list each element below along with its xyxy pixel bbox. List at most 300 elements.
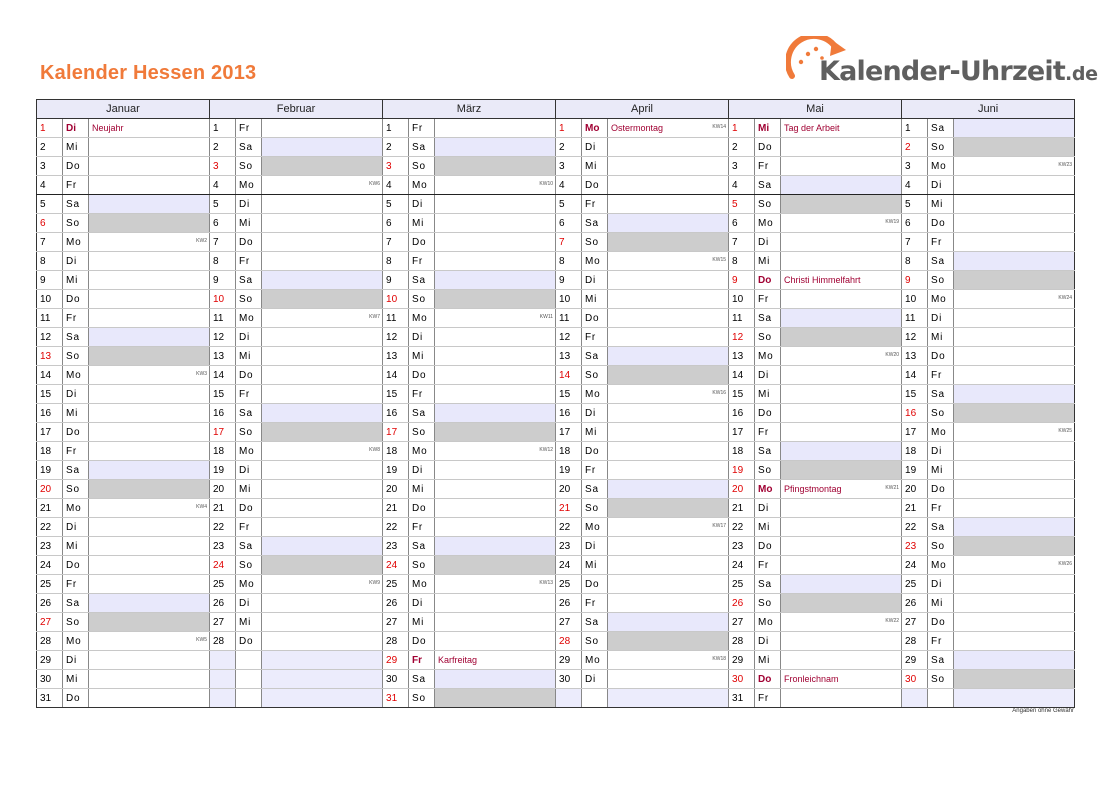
day-note-cell bbox=[608, 575, 729, 594]
day-note-cell bbox=[89, 195, 210, 214]
day-note-cell bbox=[608, 632, 729, 651]
day-number: 27 bbox=[729, 613, 755, 632]
weekday: Sa bbox=[582, 214, 608, 233]
day-number: 28 bbox=[37, 632, 63, 651]
weekday: Do bbox=[755, 271, 781, 290]
day-note-cell bbox=[262, 195, 383, 214]
weekday: Sa bbox=[409, 670, 435, 689]
empty-day-cell bbox=[262, 689, 383, 708]
day-note-cell bbox=[262, 480, 383, 499]
day-note-cell bbox=[262, 347, 383, 366]
day-number: 11 bbox=[37, 309, 63, 328]
day-note-cell bbox=[954, 461, 1075, 480]
weekday: Fr bbox=[582, 328, 608, 347]
empty-day-cell bbox=[608, 689, 729, 708]
day-number: 20 bbox=[37, 480, 63, 499]
day-note-cell bbox=[435, 385, 556, 404]
day-number: 2 bbox=[210, 138, 236, 157]
weekday: Di bbox=[236, 195, 262, 214]
day-number: 21 bbox=[37, 499, 63, 518]
day-number: 1 bbox=[383, 119, 409, 138]
weekday: Mi bbox=[928, 328, 954, 347]
weekday: Di bbox=[409, 594, 435, 613]
weekday: Mo bbox=[755, 347, 781, 366]
day-number: 10 bbox=[37, 290, 63, 309]
day-note-cell bbox=[781, 271, 902, 290]
weekday: Sa bbox=[928, 518, 954, 537]
day-number: 3 bbox=[556, 157, 582, 176]
day-note-cell bbox=[781, 480, 902, 499]
day-note-cell bbox=[608, 290, 729, 309]
day-row bbox=[37, 480, 1075, 499]
day-number: 3 bbox=[37, 157, 63, 176]
weekday: Do bbox=[63, 556, 89, 575]
day-note-cell bbox=[435, 594, 556, 613]
day-number: 27 bbox=[37, 613, 63, 632]
day-note-cell bbox=[608, 480, 729, 499]
weekday: Mo bbox=[409, 575, 435, 594]
day-number: 2 bbox=[556, 138, 582, 157]
day-row bbox=[37, 461, 1075, 480]
weekday: Mo bbox=[755, 613, 781, 632]
day-number: 4 bbox=[210, 176, 236, 195]
day-number: 21 bbox=[383, 499, 409, 518]
weekday: Mi bbox=[63, 138, 89, 157]
day-note-cell bbox=[89, 252, 210, 271]
day-note-cell bbox=[954, 423, 1075, 442]
day-note-cell bbox=[954, 347, 1075, 366]
day-number: 14 bbox=[210, 366, 236, 385]
weekday: Fr bbox=[63, 176, 89, 195]
day-number: 21 bbox=[729, 499, 755, 518]
day-number: 22 bbox=[729, 518, 755, 537]
day-note-cell bbox=[262, 252, 383, 271]
holiday-name: Tag der Arbeit bbox=[784, 123, 840, 133]
day-note-cell bbox=[954, 385, 1075, 404]
day-number: 1 bbox=[902, 119, 928, 138]
day-note-cell bbox=[435, 157, 556, 176]
day-note-cell bbox=[262, 442, 383, 461]
day-note-cell bbox=[435, 252, 556, 271]
day-row bbox=[37, 309, 1075, 328]
day-number: 19 bbox=[729, 461, 755, 480]
day-row bbox=[37, 195, 1075, 214]
day-number: 16 bbox=[210, 404, 236, 423]
day-number: 18 bbox=[556, 442, 582, 461]
day-number: 18 bbox=[383, 442, 409, 461]
day-number: 2 bbox=[383, 138, 409, 157]
weekday: So bbox=[755, 328, 781, 347]
weekday: Mi bbox=[582, 423, 608, 442]
day-note-cell bbox=[608, 461, 729, 480]
footer-disclaimer: Angaben ohne Gewähr bbox=[1012, 708, 1074, 714]
day-number: 7 bbox=[383, 233, 409, 252]
weekday: Sa bbox=[928, 385, 954, 404]
day-note-cell bbox=[608, 423, 729, 442]
day-number: 10 bbox=[729, 290, 755, 309]
day-note-cell bbox=[781, 404, 902, 423]
day-number: 8 bbox=[383, 252, 409, 271]
day-note-cell bbox=[89, 385, 210, 404]
weekday: Mi bbox=[582, 290, 608, 309]
weekday: Sa bbox=[582, 480, 608, 499]
weekday: So bbox=[582, 632, 608, 651]
empty-day-cell bbox=[236, 651, 262, 670]
weekday: Di bbox=[928, 309, 954, 328]
month-header: Mai bbox=[729, 100, 902, 119]
day-number: 27 bbox=[383, 613, 409, 632]
day-note-cell bbox=[435, 537, 556, 556]
day-note-cell bbox=[608, 594, 729, 613]
day-note-cell bbox=[781, 157, 902, 176]
day-note-cell bbox=[608, 537, 729, 556]
day-note-cell bbox=[954, 328, 1075, 347]
weekday: Sa bbox=[63, 594, 89, 613]
weekday: Sa bbox=[409, 537, 435, 556]
weekday: So bbox=[236, 157, 262, 176]
day-row bbox=[37, 651, 1075, 670]
weekday: So bbox=[928, 537, 954, 556]
day-number: 21 bbox=[556, 499, 582, 518]
day-note-cell bbox=[781, 252, 902, 271]
day-number: 21 bbox=[902, 499, 928, 518]
weekday: Fr bbox=[236, 252, 262, 271]
calendar-table bbox=[36, 99, 1075, 708]
day-note-cell bbox=[435, 404, 556, 423]
day-number: 13 bbox=[556, 347, 582, 366]
logo bbox=[786, 36, 1098, 92]
day-number: 5 bbox=[210, 195, 236, 214]
weekday: Mo bbox=[63, 499, 89, 518]
day-note-cell bbox=[608, 271, 729, 290]
weekday: Sa bbox=[928, 119, 954, 138]
weekday: So bbox=[755, 195, 781, 214]
day-number: 28 bbox=[556, 632, 582, 651]
day-note-cell bbox=[262, 632, 383, 651]
weekday: Mo bbox=[755, 480, 781, 499]
day-number: 3 bbox=[383, 157, 409, 176]
empty-day-cell bbox=[928, 689, 954, 708]
day-number: 8 bbox=[210, 252, 236, 271]
weekday: Fr bbox=[928, 233, 954, 252]
weekday: Di bbox=[582, 138, 608, 157]
day-number: 15 bbox=[729, 385, 755, 404]
day-number: 13 bbox=[729, 347, 755, 366]
logo-text bbox=[819, 56, 1098, 87]
weekday: Di bbox=[63, 252, 89, 271]
day-number: 13 bbox=[37, 347, 63, 366]
day-row bbox=[37, 499, 1075, 518]
day-note-cell bbox=[435, 499, 556, 518]
day-note-cell bbox=[781, 499, 902, 518]
day-note-cell bbox=[781, 518, 902, 537]
weekday: So bbox=[928, 670, 954, 689]
day-note-cell bbox=[954, 537, 1075, 556]
weekday: Do bbox=[928, 347, 954, 366]
day-row bbox=[37, 366, 1075, 385]
day-note-cell bbox=[89, 404, 210, 423]
day-number: 28 bbox=[902, 632, 928, 651]
day-number: 1 bbox=[729, 119, 755, 138]
day-note-cell bbox=[262, 385, 383, 404]
day-number: 30 bbox=[37, 670, 63, 689]
day-number: 14 bbox=[729, 366, 755, 385]
day-number: 22 bbox=[556, 518, 582, 537]
empty-day-cell bbox=[210, 689, 236, 708]
day-number: 12 bbox=[210, 328, 236, 347]
holiday-name: Pfingstmontag bbox=[784, 484, 842, 494]
day-note-cell bbox=[435, 518, 556, 537]
weekday: Mi bbox=[236, 214, 262, 233]
day-number: 7 bbox=[902, 233, 928, 252]
empty-day-cell bbox=[236, 689, 262, 708]
weekday: Mo bbox=[63, 632, 89, 651]
day-note-cell bbox=[608, 613, 729, 632]
day-note-cell bbox=[89, 347, 210, 366]
weekday: Sa bbox=[755, 309, 781, 328]
day-note-cell bbox=[89, 176, 210, 195]
weekday: Mo bbox=[582, 651, 608, 670]
day-note-cell bbox=[435, 119, 556, 138]
day-note-cell bbox=[954, 632, 1075, 651]
weekday: Fr bbox=[63, 442, 89, 461]
weekday: So bbox=[409, 556, 435, 575]
day-number: 17 bbox=[729, 423, 755, 442]
weekday: So bbox=[236, 290, 262, 309]
weekday: Do bbox=[409, 366, 435, 385]
day-number: 2 bbox=[729, 138, 755, 157]
day-note-cell bbox=[608, 385, 729, 404]
weekday: Do bbox=[236, 366, 262, 385]
weekday: Sa bbox=[236, 404, 262, 423]
weekday: Mo bbox=[582, 385, 608, 404]
weekday: Do bbox=[63, 423, 89, 442]
day-number: 5 bbox=[383, 195, 409, 214]
day-number: 4 bbox=[729, 176, 755, 195]
holiday-name: Ostermontag bbox=[611, 123, 664, 133]
day-note-cell bbox=[781, 385, 902, 404]
day-number: 14 bbox=[902, 366, 928, 385]
day-note-cell bbox=[89, 594, 210, 613]
weekday: Mi bbox=[755, 252, 781, 271]
day-number: 5 bbox=[37, 195, 63, 214]
day-note-cell bbox=[89, 271, 210, 290]
day-note-cell bbox=[89, 689, 210, 708]
day-note-cell bbox=[608, 252, 729, 271]
day-note-cell bbox=[262, 138, 383, 157]
day-note-cell bbox=[954, 366, 1075, 385]
weekday: Di bbox=[63, 518, 89, 537]
weekday: Sa bbox=[63, 461, 89, 480]
day-note-cell bbox=[954, 575, 1075, 594]
day-number: 27 bbox=[902, 613, 928, 632]
day-number: 15 bbox=[210, 385, 236, 404]
day-note-cell bbox=[608, 233, 729, 252]
day-row bbox=[37, 385, 1075, 404]
weekday: Sa bbox=[236, 138, 262, 157]
weekday: Di bbox=[755, 366, 781, 385]
day-number: 7 bbox=[37, 233, 63, 252]
day-number: 22 bbox=[37, 518, 63, 537]
holiday-name: Fronleichnam bbox=[784, 674, 839, 684]
day-note-cell bbox=[435, 309, 556, 328]
weekday: So bbox=[63, 347, 89, 366]
day-note-cell bbox=[435, 214, 556, 233]
weekday: Do bbox=[755, 670, 781, 689]
day-note-cell bbox=[435, 613, 556, 632]
weekday: Di bbox=[928, 442, 954, 461]
calendar-week-label: KW3 bbox=[196, 371, 207, 377]
weekday: Do bbox=[928, 214, 954, 233]
weekday: Do bbox=[409, 632, 435, 651]
weekday: Mo bbox=[928, 290, 954, 309]
day-number: 16 bbox=[729, 404, 755, 423]
weekday: Do bbox=[755, 537, 781, 556]
calendar-week-label: KW23 bbox=[1058, 162, 1073, 168]
day-number: 17 bbox=[902, 423, 928, 442]
weekday: So bbox=[755, 594, 781, 613]
day-number: 10 bbox=[383, 290, 409, 309]
weekday: Do bbox=[63, 689, 89, 708]
day-note-cell bbox=[608, 157, 729, 176]
weekday: Mi bbox=[582, 556, 608, 575]
day-number: 17 bbox=[556, 423, 582, 442]
day-note-cell bbox=[89, 233, 210, 252]
day-number: 11 bbox=[902, 309, 928, 328]
day-number: 29 bbox=[902, 651, 928, 670]
day-note-cell bbox=[435, 195, 556, 214]
day-number: 24 bbox=[902, 556, 928, 575]
day-note-cell bbox=[781, 556, 902, 575]
day-note-cell bbox=[435, 651, 556, 670]
day-note-cell bbox=[435, 689, 556, 708]
day-number: 16 bbox=[37, 404, 63, 423]
weekday: Sa bbox=[755, 575, 781, 594]
weekday: Mi bbox=[928, 461, 954, 480]
day-note-cell bbox=[262, 214, 383, 233]
weekday: Fr bbox=[63, 575, 89, 594]
weekday: Fr bbox=[582, 461, 608, 480]
day-note-cell bbox=[89, 138, 210, 157]
day-note-cell bbox=[608, 556, 729, 575]
day-number: 30 bbox=[902, 670, 928, 689]
day-note-cell bbox=[954, 176, 1075, 195]
day-row bbox=[37, 233, 1075, 252]
weekday: Do bbox=[928, 613, 954, 632]
day-number: 8 bbox=[37, 252, 63, 271]
weekday: Mi bbox=[755, 119, 781, 138]
day-note-cell bbox=[262, 461, 383, 480]
weekday: Mi bbox=[409, 613, 435, 632]
day-note-cell bbox=[781, 176, 902, 195]
day-note-cell bbox=[262, 176, 383, 195]
day-number: 5 bbox=[556, 195, 582, 214]
weekday: Di bbox=[63, 119, 89, 138]
day-number: 9 bbox=[383, 271, 409, 290]
weekday: Di bbox=[409, 328, 435, 347]
day-number: 26 bbox=[37, 594, 63, 613]
day-note-cell bbox=[262, 328, 383, 347]
day-note-cell bbox=[781, 119, 902, 138]
day-note-cell bbox=[608, 195, 729, 214]
weekday: Do bbox=[236, 233, 262, 252]
day-row bbox=[37, 157, 1075, 176]
day-note-cell bbox=[781, 594, 902, 613]
day-number: 27 bbox=[210, 613, 236, 632]
day-number: 6 bbox=[37, 214, 63, 233]
day-note-cell bbox=[89, 613, 210, 632]
weekday: Fr bbox=[755, 689, 781, 708]
empty-day-cell bbox=[902, 689, 928, 708]
day-note-cell bbox=[781, 138, 902, 157]
day-note-cell bbox=[608, 499, 729, 518]
day-number: 19 bbox=[383, 461, 409, 480]
day-note-cell bbox=[608, 347, 729, 366]
day-note-cell bbox=[608, 214, 729, 233]
weekday: Sa bbox=[928, 252, 954, 271]
day-number: 28 bbox=[210, 632, 236, 651]
day-note-cell bbox=[608, 518, 729, 537]
day-note-cell bbox=[89, 575, 210, 594]
day-note-cell bbox=[781, 423, 902, 442]
day-note-cell bbox=[435, 423, 556, 442]
day-note-cell bbox=[262, 499, 383, 518]
weekday: Sa bbox=[755, 442, 781, 461]
day-note-cell bbox=[608, 651, 729, 670]
day-number: 7 bbox=[556, 233, 582, 252]
day-number: 12 bbox=[383, 328, 409, 347]
day-number: 4 bbox=[556, 176, 582, 195]
day-note-cell bbox=[781, 537, 902, 556]
day-note-cell bbox=[435, 442, 556, 461]
day-note-cell bbox=[262, 157, 383, 176]
day-note-cell bbox=[89, 290, 210, 309]
day-note-cell bbox=[435, 575, 556, 594]
day-number: 13 bbox=[902, 347, 928, 366]
month-header: Februar bbox=[210, 100, 383, 119]
day-number: 19 bbox=[37, 461, 63, 480]
weekday: Sa bbox=[63, 195, 89, 214]
day-note-cell bbox=[435, 290, 556, 309]
day-note-cell bbox=[89, 518, 210, 537]
weekday: Di bbox=[582, 271, 608, 290]
logo-name: Kalender-Uhrzeit bbox=[819, 56, 1065, 87]
day-number: 20 bbox=[210, 480, 236, 499]
day-note-cell bbox=[781, 366, 902, 385]
day-note-cell bbox=[608, 328, 729, 347]
weekday: Mi bbox=[409, 347, 435, 366]
weekday: Di bbox=[236, 461, 262, 480]
day-number: 2 bbox=[902, 138, 928, 157]
day-number: 20 bbox=[556, 480, 582, 499]
holiday-name: Karfreitag bbox=[438, 655, 478, 665]
day-number: 8 bbox=[729, 252, 755, 271]
weekday: Sa bbox=[409, 138, 435, 157]
day-note-cell bbox=[435, 176, 556, 195]
day-note-cell bbox=[435, 328, 556, 347]
day-number: 3 bbox=[729, 157, 755, 176]
day-note-cell bbox=[954, 119, 1075, 138]
day-number: 13 bbox=[383, 347, 409, 366]
calendar-week-label: KW6 bbox=[369, 181, 381, 187]
weekday: Mi bbox=[63, 404, 89, 423]
weekday: Fr bbox=[582, 195, 608, 214]
day-row bbox=[37, 328, 1075, 347]
day-note-cell bbox=[608, 442, 729, 461]
holiday-name: Christi Himmelfahrt bbox=[784, 275, 861, 285]
day-note-cell bbox=[89, 461, 210, 480]
weekday: Do bbox=[236, 632, 262, 651]
